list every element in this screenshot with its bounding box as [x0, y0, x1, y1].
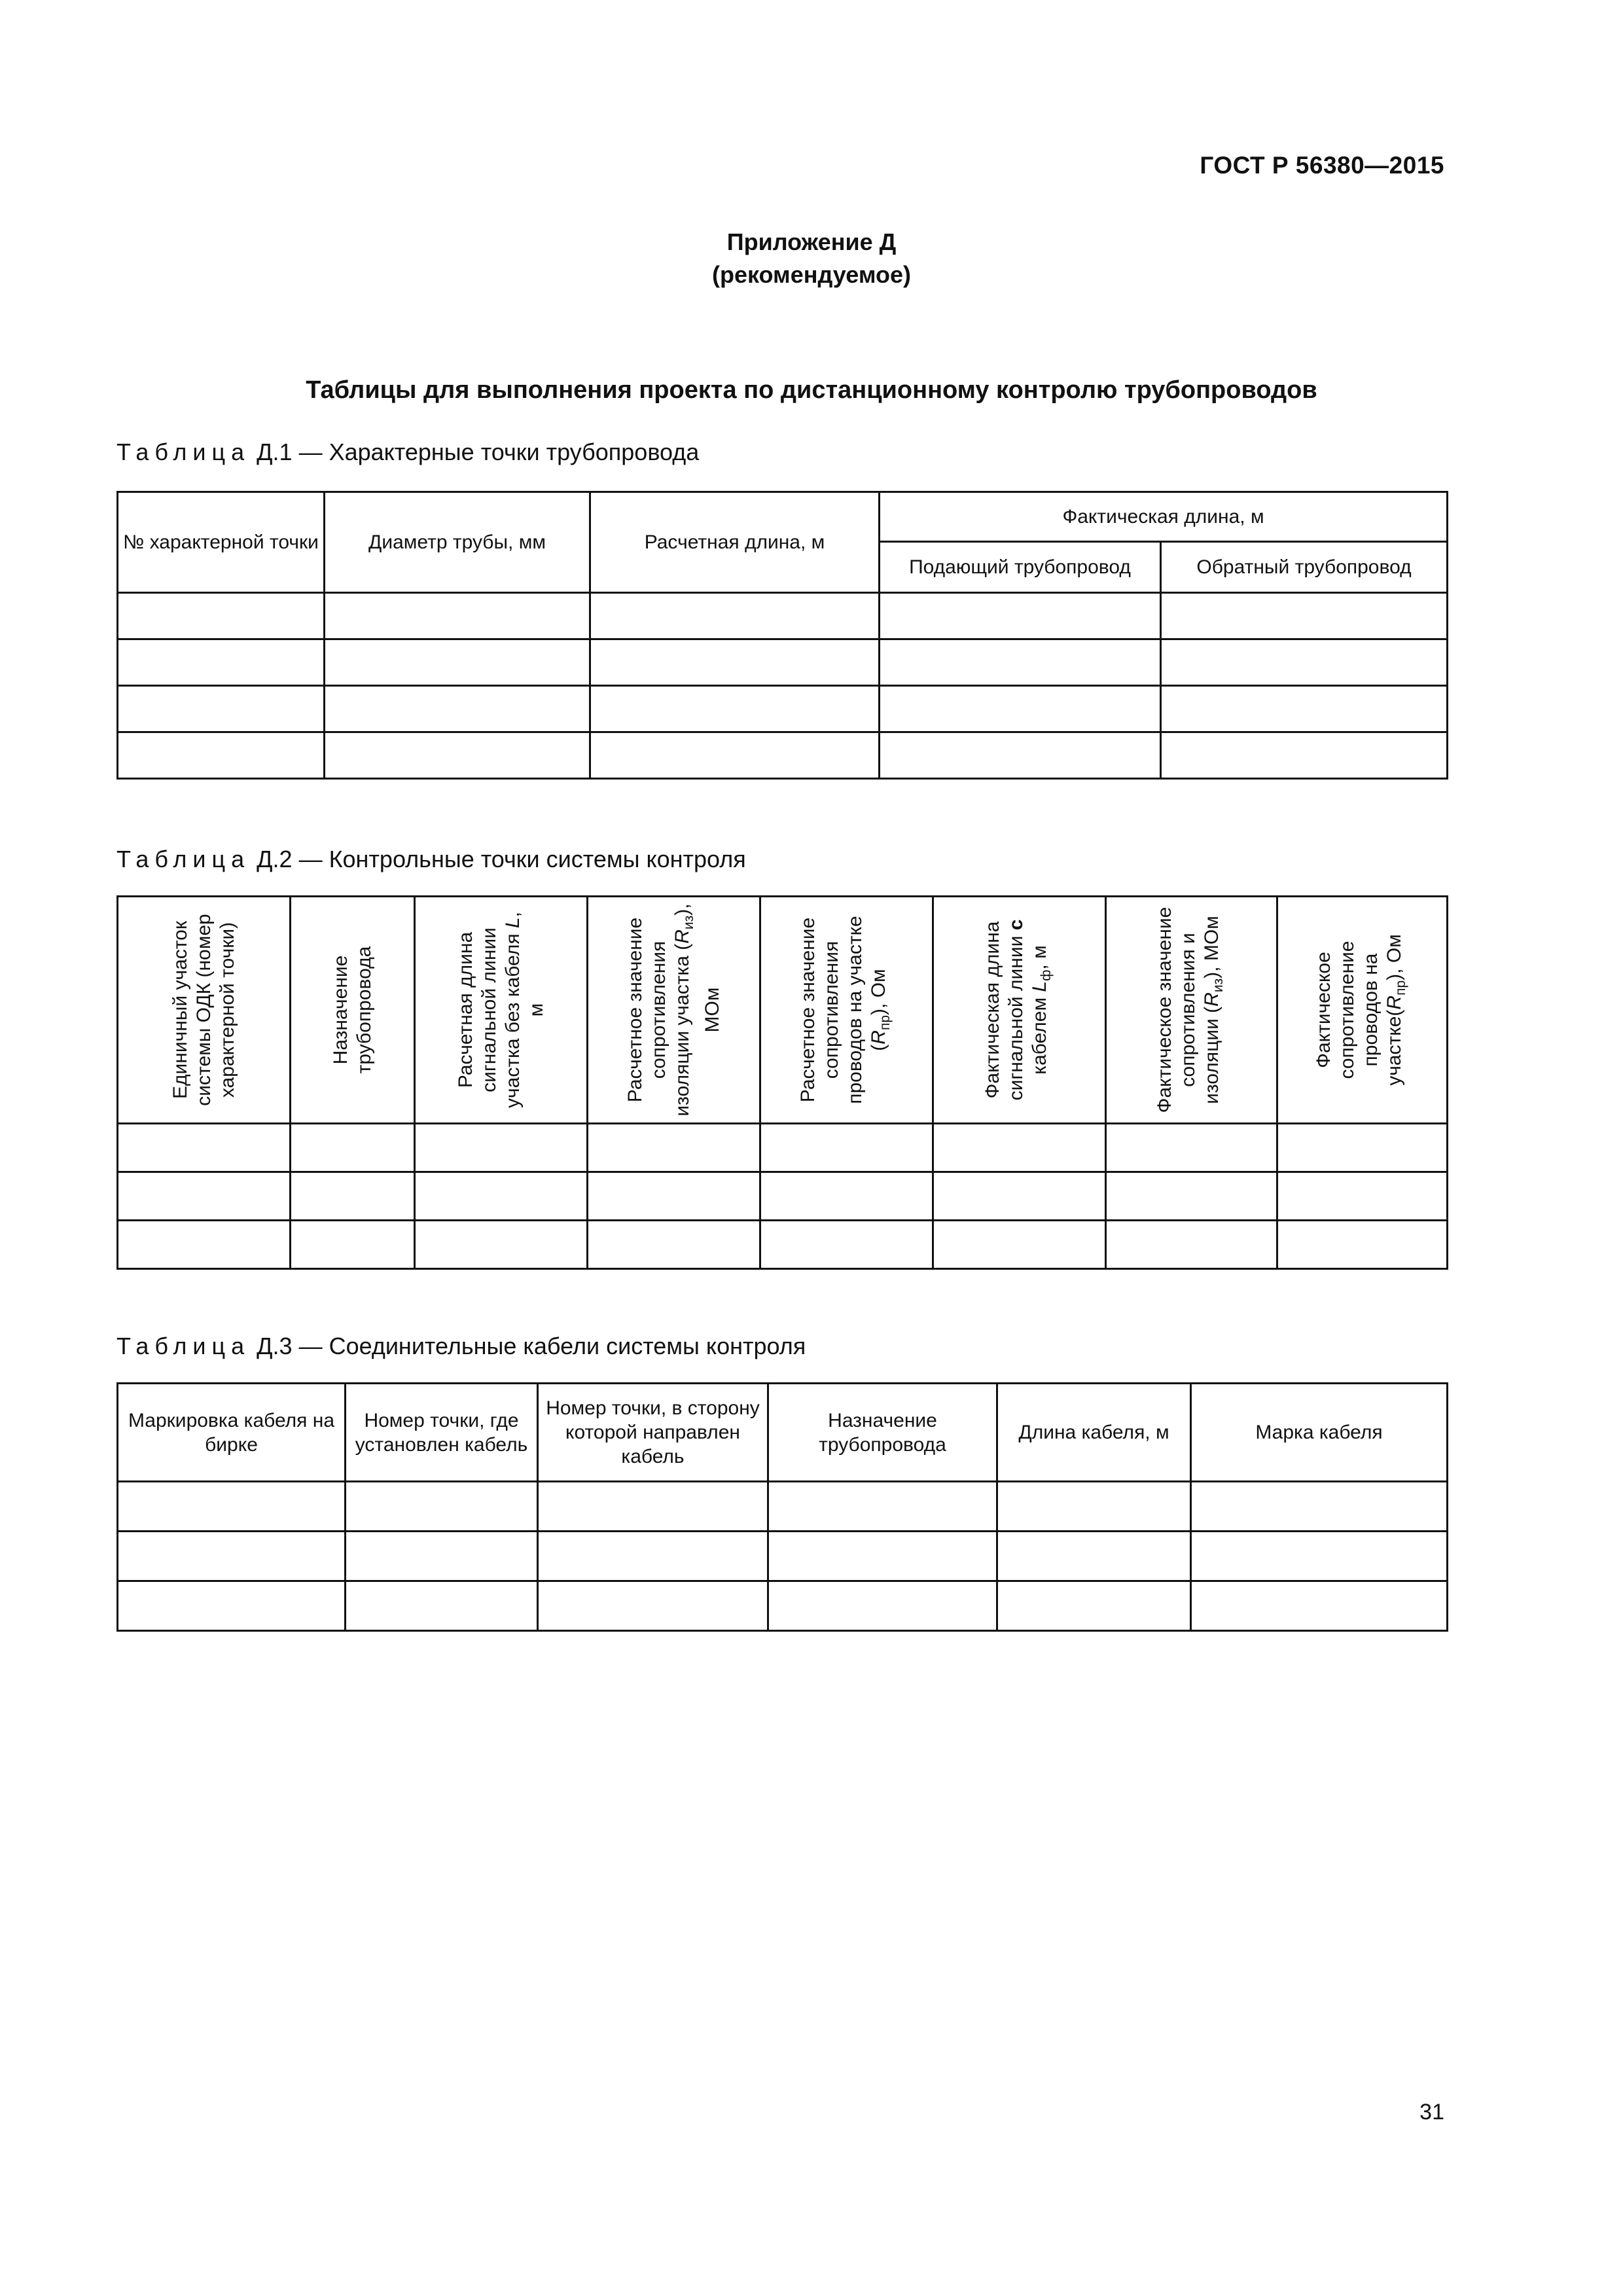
table1-caption-label: Таблица	[116, 439, 251, 465]
table-cell	[760, 1124, 933, 1172]
table-cell	[1161, 686, 1448, 732]
table1	[116, 491, 1448, 780]
table-cell	[118, 1532, 346, 1581]
table2-caption-text: Д.2 — Контрольные точки системы контроля	[250, 846, 746, 872]
table-cell	[415, 1172, 588, 1221]
table-cell	[1277, 1221, 1448, 1269]
table3	[116, 1382, 1448, 1632]
table-cell	[415, 1124, 588, 1172]
table-cell	[1106, 1221, 1277, 1269]
table-cell	[590, 593, 880, 639]
table-cell	[325, 593, 590, 639]
table-cell	[346, 1482, 538, 1532]
table1-caption-text: Д.1 — Характерные точки трубопровода	[250, 439, 700, 465]
table-cell	[1106, 1172, 1277, 1221]
table-cell	[760, 1172, 933, 1221]
table1-caption	[116, 439, 699, 466]
table-row	[118, 1124, 1448, 1172]
table2-header-actual-insulation: Фактическое значение сопротивления и изоляции $(R_{из})$, МОм	[1106, 897, 1277, 1124]
table-row	[118, 686, 1448, 732]
table-cell	[1191, 1482, 1448, 1532]
table-cell	[538, 1532, 768, 1581]
table-cell	[538, 1482, 768, 1532]
table-cell	[118, 1172, 291, 1221]
table3-header-point-direction: Номер точки, в сторону которой направлен кабель	[538, 1384, 768, 1482]
table-cell	[760, 1221, 933, 1269]
standard-number: ГОСТ Р 56380—2015	[1200, 152, 1444, 179]
table-cell	[1277, 1172, 1448, 1221]
table-cell	[768, 1581, 997, 1631]
table-cell	[118, 686, 325, 732]
table2-header-unit: Единичный участок системы ОДК (номер характерной точки)	[118, 897, 291, 1124]
table-cell	[1161, 639, 1448, 686]
table-row	[118, 593, 1448, 639]
table-cell	[291, 1124, 415, 1172]
table-cell	[118, 1482, 346, 1532]
table-cell	[590, 639, 880, 686]
table3-caption-label: Таблица	[116, 1333, 251, 1359]
table-cell	[997, 1532, 1191, 1581]
table-cell	[933, 1172, 1106, 1221]
table-cell	[1277, 1124, 1448, 1172]
table-cell	[1161, 593, 1448, 639]
table-cell	[291, 1221, 415, 1269]
table3-caption	[116, 1333, 806, 1360]
table-cell	[538, 1581, 768, 1631]
table-row	[118, 732, 1448, 779]
table-cell	[590, 732, 880, 779]
table-cell	[415, 1221, 588, 1269]
table-cell	[1161, 732, 1448, 779]
table1-header-supply: Подающий трубопровод	[880, 542, 1161, 593]
table3-header-marking: Маркировка кабеля на бирке	[118, 1384, 346, 1482]
table-cell	[1106, 1124, 1277, 1172]
table-cell	[588, 1221, 760, 1269]
table-cell	[880, 639, 1161, 686]
table-cell	[933, 1124, 1106, 1172]
table-cell	[118, 593, 325, 639]
table1-header-calc-length: Расчетная длина, м	[590, 492, 880, 593]
table2-caption-label: Таблица	[116, 846, 251, 872]
table3-header-row	[118, 1384, 1448, 1482]
table3-header-cable-length: Длина кабеля, м	[997, 1384, 1191, 1482]
table-row	[118, 1532, 1448, 1581]
appendix-title: Приложение Д	[726, 228, 897, 255]
table-cell	[118, 639, 325, 686]
table-cell	[588, 1172, 760, 1221]
table3-caption-text: Д.3 — Соединительные кабели системы контроля	[250, 1333, 806, 1359]
table1-header-actual-length: Фактическая длина, м	[880, 492, 1448, 542]
document-title: Таблицы для выполнения проекта по дистанционному контролю трубопроводов	[306, 376, 1317, 404]
table-cell	[346, 1581, 538, 1631]
table-row	[118, 639, 1448, 686]
table-cell	[325, 732, 590, 779]
table2-header-actual-length: Фактическая длина сигнальной линии с кабелем $L_ф$, м	[933, 897, 1106, 1124]
table-cell	[118, 1221, 291, 1269]
table-row	[118, 1581, 1448, 1631]
table2-header-purpose: Назначение трубопровода	[291, 897, 415, 1124]
table-cell	[880, 593, 1161, 639]
table2-header-actual-wire-resistance: Фактическое сопротивление проводов на $участке(R_{пр})$, Ом	[1277, 897, 1448, 1124]
table-cell	[1191, 1532, 1448, 1581]
table-cell	[997, 1581, 1191, 1631]
table1-header-diameter: Диаметр трубы, мм	[325, 492, 590, 593]
table-cell	[291, 1172, 415, 1221]
table2	[116, 895, 1448, 1270]
table-cell	[588, 1124, 760, 1172]
table2-header-calc-wire-resistance: Расчетное значение сопротивления проводов на участке $(R_{пр})$, Ом	[760, 897, 933, 1124]
table2-header-calc-length: Расчетная длина сигнальной линии участка без кабеля L, м	[415, 897, 588, 1124]
table-row	[118, 1482, 1448, 1532]
appendix-subtitle: (рекомендуемое)	[712, 261, 911, 288]
table-cell	[346, 1532, 538, 1581]
table3-header-cable-brand: Марка кабеля	[1191, 1384, 1448, 1482]
table-cell	[325, 686, 590, 732]
table-cell	[933, 1221, 1106, 1269]
page-number: 31	[1419, 2100, 1444, 2125]
table-cell	[768, 1482, 997, 1532]
table1-header-point: № характерной точки	[118, 492, 325, 593]
table1-header-return: Обратный трубопровод	[1161, 542, 1448, 593]
table-row	[118, 1221, 1448, 1269]
table-cell	[1191, 1581, 1448, 1631]
table2-caption	[116, 846, 746, 873]
table-cell	[118, 1581, 346, 1631]
table2-header-calc-insulation: Расчетное значение сопротивления изоляции участка $(R_{из})$, МОм	[588, 897, 760, 1124]
table-row	[118, 1172, 1448, 1221]
table-cell	[118, 1124, 291, 1172]
table-cell	[768, 1532, 997, 1581]
table-cell	[118, 732, 325, 779]
table-cell	[880, 686, 1161, 732]
appendix-heading	[0, 226, 1623, 291]
table-cell	[997, 1482, 1191, 1532]
table2-header-row	[118, 897, 1448, 1124]
table-cell	[325, 639, 590, 686]
table3-header-purpose: Назначение трубопровода	[768, 1384, 997, 1482]
table3-header-point-installed: Номер точки, где установлен кабель	[346, 1384, 538, 1482]
table1-header-row	[118, 492, 1448, 542]
table-cell	[590, 686, 880, 732]
table-cell	[880, 732, 1161, 779]
